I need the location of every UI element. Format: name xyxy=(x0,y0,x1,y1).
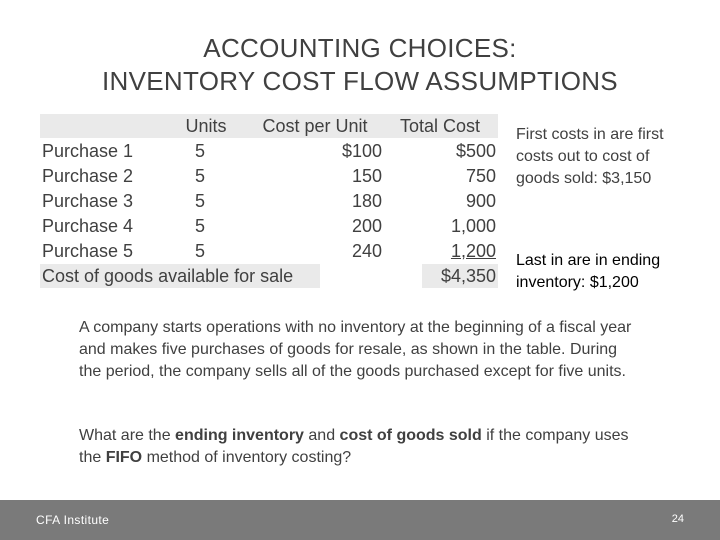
question-emphasis: FIFO xyxy=(105,449,143,466)
total-row-label: Cost of goods available for sale xyxy=(42,266,294,286)
question-emphasis: ending inventory xyxy=(175,427,304,444)
row-total-cost: 900 xyxy=(465,191,496,211)
row-total-cost: 1,200 xyxy=(450,241,496,261)
row-total-cost: $500 xyxy=(455,141,496,161)
fifo-cogs-note: First costs in are first costs out to cost of goods sold: $3,150 xyxy=(516,126,664,187)
question-part: and xyxy=(303,427,340,444)
slide-title-line2: INVENTORY COST FLOW ASSUMPTIONS xyxy=(102,66,618,96)
row-units: 5 xyxy=(194,166,205,186)
row-total-cost: 750 xyxy=(465,166,496,186)
row-cost-per-unit: 180 xyxy=(351,191,382,211)
question-part: method of inventory costing? xyxy=(142,449,352,466)
total-row-total-cost: $4,350 xyxy=(440,266,496,286)
cfa-institute-logo: CFA Institute xyxy=(36,513,110,527)
slide-title-line1: ACCOUNTING CHOICES: xyxy=(203,33,517,63)
row-label: Purchase 5 xyxy=(42,241,134,261)
question-emphasis: cost of goods sold xyxy=(339,427,482,444)
fifo-ending-inventory-note: Last in are in ending inventory: $1,200 xyxy=(516,252,661,291)
header-total-cost: Total Cost xyxy=(399,116,481,136)
row-label: Purchase 1 xyxy=(42,141,134,161)
row-units: 5 xyxy=(194,141,205,161)
row-cost-per-unit: 200 xyxy=(351,216,382,236)
row-label: Purchase 4 xyxy=(42,216,134,236)
scenario-paragraph: A company starts operations with no inventory at the beginning of a fiscal year and makes five purchases of goods for resale, as shown in the table. During the period, the company sells all of the goods purchased except for five units. xyxy=(79,319,632,380)
question-part: if the company uses the xyxy=(79,427,629,466)
row-cost-per-unit: $100 xyxy=(341,141,382,161)
row-cost-per-unit: 150 xyxy=(351,166,382,186)
row-cost-per-unit: 240 xyxy=(351,241,382,261)
row-label: Purchase 3 xyxy=(42,191,134,211)
row-label: Purchase 2 xyxy=(42,166,134,186)
page-number: 24 xyxy=(671,513,684,525)
slide-title xyxy=(0,32,720,98)
row-units: 5 xyxy=(194,216,205,236)
header-cost-per-unit: Cost per Unit xyxy=(262,116,368,136)
question-text xyxy=(79,425,639,469)
row-units: 5 xyxy=(194,241,205,261)
question-part: What are the xyxy=(79,427,176,444)
row-units: 5 xyxy=(194,191,205,211)
footer-bar xyxy=(0,500,720,540)
header-units: Units xyxy=(185,116,227,136)
row-total-cost: 1,000 xyxy=(450,216,496,236)
